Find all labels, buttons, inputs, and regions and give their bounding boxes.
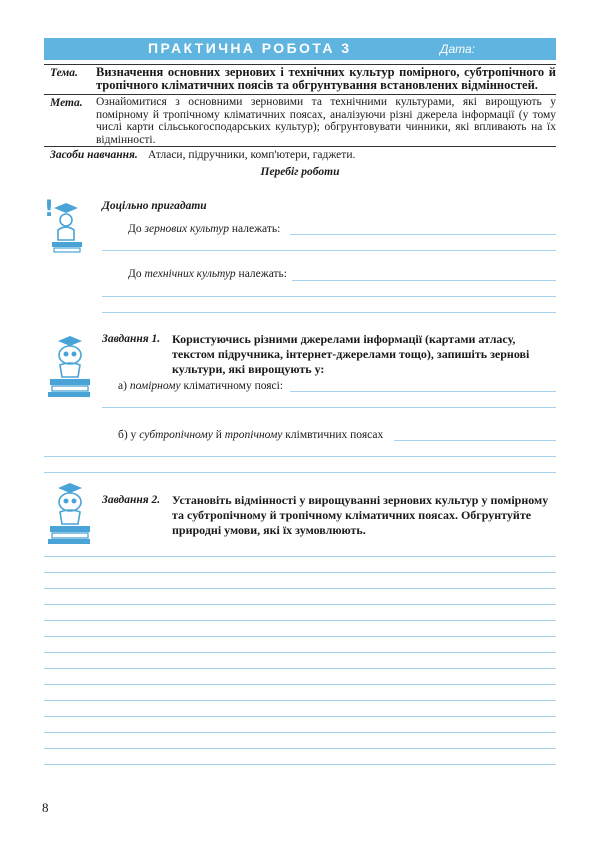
task1-a-prompt: [118, 380, 283, 392]
answer-line[interactable]: [102, 296, 556, 297]
progress-title: Перебіг роботи: [260, 166, 340, 178]
goal-label: Мета.: [50, 97, 83, 109]
page-number: 8: [42, 800, 49, 815]
divider: [44, 146, 556, 147]
date-label: Дата:: [440, 42, 475, 56]
answer-line[interactable]: [102, 312, 556, 313]
task1-label: Завдання 1.: [102, 333, 161, 345]
goal-text: Ознайомитися з основними зерновими та технічними культурами, які вирощують у помірному й тропічному кліматичних поясах, аналізуючи різні джерела інформації (у тому числі карти сільськогосподарських культур); обгрунтовувати чинники, які впливають на їх відмінності.: [96, 96, 556, 146]
answer-line[interactable]: [292, 280, 556, 281]
answer-line[interactable]: [44, 668, 556, 669]
task1-b-prompt: [118, 429, 383, 441]
answer-line[interactable]: [44, 620, 556, 621]
grain-term: зернових культур: [144, 223, 229, 235]
task1-b-prefix: б) у: [118, 429, 140, 441]
answer-line[interactable]: [44, 604, 556, 605]
means-text: Атласи, підручники, комп'ютери, гаджети.: [148, 149, 356, 161]
recall-title: Доцільно пригадати: [102, 200, 207, 212]
answer-line[interactable]: [44, 472, 556, 473]
answer-line[interactable]: [44, 588, 556, 589]
grain-prefix: До: [128, 223, 145, 235]
task1-b-mid: й: [212, 429, 225, 441]
answer-line[interactable]: [44, 764, 556, 765]
answer-line[interactable]: [44, 652, 556, 653]
task1-b-term1: субтропічному: [139, 429, 213, 441]
task1-b-suffix: клімвтичних поясах: [282, 429, 384, 441]
grain-prompt: [128, 223, 280, 235]
answer-line[interactable]: [290, 391, 556, 392]
task1-a-term: помірному: [129, 380, 181, 392]
answer-line[interactable]: [102, 250, 556, 251]
tech-suffix: належать:: [235, 268, 287, 280]
answer-line[interactable]: [44, 716, 556, 717]
answer-line[interactable]: [44, 556, 556, 557]
tech-term: технічних культур: [144, 268, 236, 280]
tech-prefix: До: [128, 268, 145, 280]
topic-text: Визначення основних зернових і технічних культур помірного, субтропічного й тропічного кліматичних поясів та обгрунтування встановлених відмінностей.: [96, 65, 556, 92]
answer-line[interactable]: [44, 636, 556, 637]
svg-text:!: !: [44, 197, 55, 222]
task2-text: Установіть відмінності у вирощуванні зернових культур у помірному та субтропічному й тропічному кліматичних поясах. Обгрунтуйте природні умови, які їх зумовлюють.: [172, 493, 549, 537]
owl-books-icon: [42, 333, 96, 401]
owl-books-icon: [42, 480, 96, 548]
grain-suffix: належать:: [229, 223, 281, 235]
student-books-icon: [40, 196, 90, 256]
answer-line[interactable]: [102, 407, 556, 408]
tech-prompt: [128, 268, 287, 280]
task1-a-prefix: а): [118, 380, 130, 392]
answer-line[interactable]: [44, 684, 556, 685]
task1-b-term2: тропічному: [224, 429, 283, 441]
answer-line[interactable]: [394, 440, 556, 441]
answer-line[interactable]: [44, 572, 556, 573]
answer-line[interactable]: [44, 732, 556, 733]
means-label: Засоби навчання.: [50, 149, 138, 161]
answer-line[interactable]: [44, 456, 556, 457]
page-title: ПРАКТИЧНА РОБОТА 3: [148, 40, 352, 56]
task1-text: Користуючись різними джерелами інформації (картами атласу, текстом підручника, інтернет-джерелами тощо), запишіть зернові культури, які вирощують у:: [172, 332, 530, 376]
answer-line[interactable]: [290, 234, 556, 235]
task1-a-suffix: кліматичному поясі:: [180, 380, 284, 392]
task2-label: Завдання 2.: [102, 494, 161, 506]
divider: [44, 94, 556, 95]
topic-label: Тема.: [50, 67, 78, 79]
answer-line[interactable]: [44, 748, 556, 749]
answer-line[interactable]: [44, 700, 556, 701]
